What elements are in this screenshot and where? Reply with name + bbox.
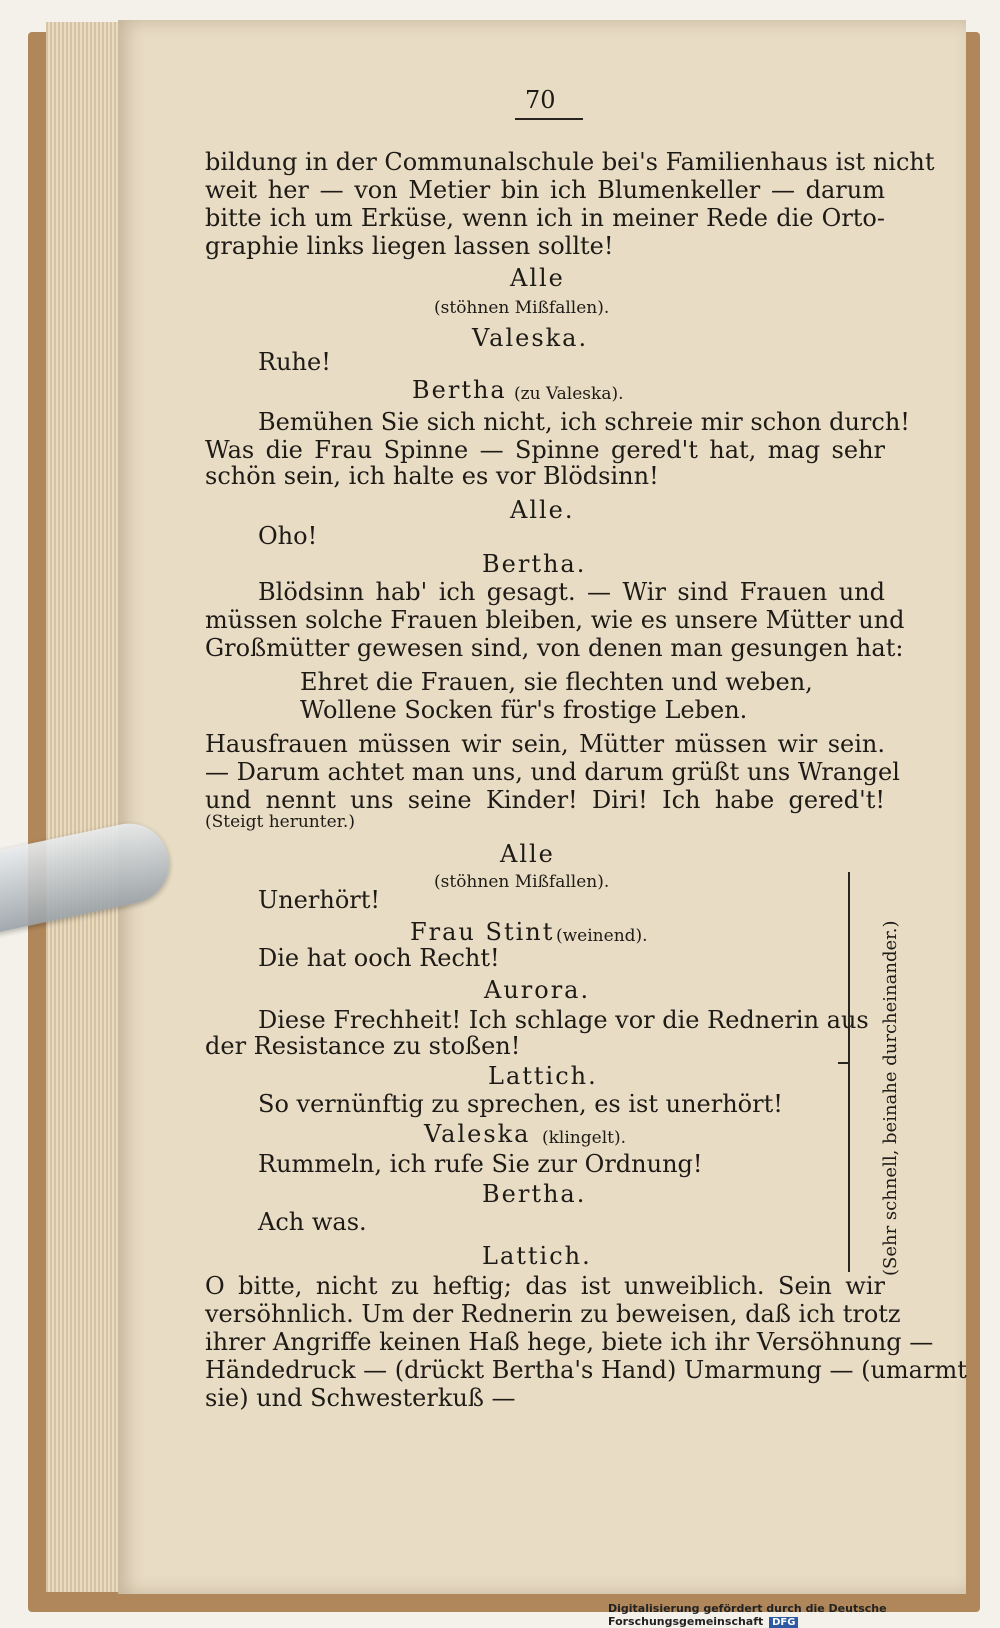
- text-line: bitte ich um Erküse, wenn ich in meiner Rede die Orto-: [205, 204, 885, 232]
- text-line: Bemühen Sie sich nicht, ich schreie mir schon durch!: [258, 408, 910, 436]
- speaker-name: Alle.: [510, 496, 575, 524]
- footer: [608, 1602, 1000, 1628]
- text-line: Ach was.: [258, 1208, 367, 1236]
- verse-line: Ehret die Frauen, sie flechten und weben,: [300, 668, 813, 696]
- text-line: versöhnlich. Um der Rednerin zu beweisen, daß ich trotz: [205, 1300, 901, 1328]
- speaker-name: Frau Stint: [410, 918, 555, 946]
- page-number: 70: [525, 86, 556, 114]
- speaker-name: Bertha.: [482, 550, 587, 578]
- stage-direction: (stöhnen Mißfallen).: [434, 298, 610, 318]
- text-line: Ruhe!: [258, 348, 331, 376]
- text-line: Unerhört!: [258, 886, 381, 914]
- text-line: Händedruck — (drückt Bertha's Hand) Umarmung — (umarmt: [205, 1356, 967, 1384]
- text-line: der Resistance zu stoßen!: [205, 1032, 521, 1060]
- text-line: Die hat ooch Recht!: [258, 944, 500, 972]
- text-line: Großmütter gewesen sind, von denen man gesungen hat:: [205, 634, 904, 662]
- page-edges: [46, 22, 126, 1592]
- text-line: Oho!: [258, 522, 318, 550]
- text-line: sie) und Schwesterkuß —: [205, 1384, 516, 1412]
- text-line: Hausfrauen müssen wir sein, Mütter müssen wir sein.: [205, 730, 885, 758]
- text-line: graphie links liegen lassen sollte!: [205, 232, 614, 260]
- dfg-logo: DFG: [769, 1617, 798, 1628]
- stage-direction: (zu Valeska).: [514, 384, 624, 404]
- text-line: ihrer Angriffe keinen Haß hege, biete ich ihr Versöhnung —: [205, 1328, 934, 1356]
- stage-direction: (stöhnen Mißfallen).: [434, 872, 610, 892]
- verse-line: Wollene Socken für's frostige Leben.: [300, 696, 748, 724]
- text-line: weit her — von Metier bin ich Blumenkeller — darum: [205, 176, 885, 204]
- speaker-name: Lattich.: [482, 1242, 592, 1270]
- text-line: Blödsinn hab' ich gesagt. — Wir sind Frauen und: [258, 578, 885, 606]
- stage-direction: (weinend).: [556, 926, 648, 946]
- footer-text: Digitalisierung gefördert durch die Deutsche Forschungsgemeinschaft: [608, 1602, 887, 1628]
- text-line: Rummeln, ich rufe Sie zur Ordnung!: [258, 1150, 703, 1178]
- text-line: So vernünftig zu sprechen, es ist unerhört!: [258, 1090, 783, 1118]
- text-line: müssen solche Frauen bleiben, wie es unsere Mütter und: [205, 606, 905, 634]
- stage-direction: (klingelt).: [542, 1128, 627, 1148]
- speaker-name: Bertha: [412, 376, 507, 404]
- speaker-name: Lattich.: [488, 1062, 598, 1090]
- text-line: und nennt uns seine Kinder! Diri! Ich habe gered't!: [205, 786, 885, 814]
- speaker-name: Alle: [510, 264, 565, 292]
- text-line: bildung in der Communalschule bei's Familienhaus ist nicht: [205, 148, 935, 176]
- curly-brace: [848, 872, 860, 1272]
- side-note: (Sehr schnell, beinahe durcheinander.): [880, 920, 901, 1276]
- speaker-name: Bertha.: [482, 1180, 587, 1208]
- stage-direction: (Steigt herunter.): [205, 812, 355, 832]
- speaker-name: Valeska.: [472, 324, 589, 352]
- speaker-name: Valeska: [424, 1120, 531, 1148]
- curly-brace-tip: [838, 1062, 850, 1064]
- text-line: schön sein, ich halte es vor Blödsinn!: [205, 462, 659, 490]
- speaker-name: Aurora.: [484, 976, 591, 1004]
- text-line: Was die Frau Spinne — Spinne gered't hat, mag sehr: [205, 436, 885, 464]
- text-line: O bitte, nicht zu heftig; das ist unweiblich. Sein wir: [205, 1272, 885, 1300]
- page-number-rule: [515, 118, 583, 120]
- speaker-name: Alle: [500, 840, 555, 868]
- text-line: Diese Frechheit! Ich schlage vor die Rednerin aus: [258, 1006, 869, 1034]
- text-line: — Darum achtet man uns, und darum grüßt uns Wrangel: [205, 758, 900, 786]
